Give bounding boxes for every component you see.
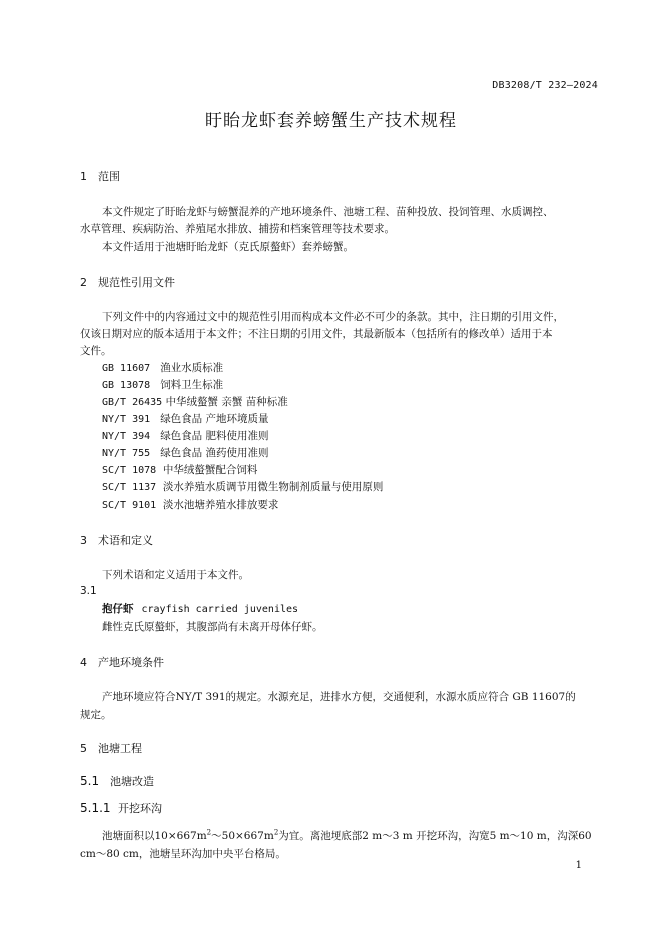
paragraph-line: 下列文件中的内容通过文中的规范性引用而构成本文件必不可少的条款。其中，注日期的引用文件， xyxy=(102,311,564,323)
section-title: 产地环境条件 xyxy=(98,656,164,669)
section-title: 规范性引用文件 xyxy=(98,276,175,289)
paragraph-line: cm～80 cm，池塘呈环沟加中央平台格局。 xyxy=(80,848,286,860)
subsection-title: 池塘改造 xyxy=(110,775,154,788)
paragraph-line: 本文件规定了盱眙龙虾与螃蟹混养的产地环境条件、池塘工程、苗种投放、投饲管理、水质调控、 xyxy=(102,206,554,218)
document-title: 盱眙龙虾套养螃蟹生产技术规程 xyxy=(205,111,457,131)
reference-item: SC/T 1078 中华绒螯蟹配合饲料 xyxy=(102,464,258,476)
page-number: 1 xyxy=(575,860,582,871)
paragraph-line: 下列术语和定义适用于本文件。 xyxy=(102,569,249,581)
paragraph-line: 本文件适用于池塘盱眙龙虾（克氏原螯虾）套养螃蟹。 xyxy=(102,241,354,253)
subsection-5-1-heading xyxy=(80,773,154,789)
section-title: 术语和定义 xyxy=(98,534,153,547)
section-number: 3 xyxy=(80,534,87,547)
reference-item: NY/T 394 绿色食品 肥料使用准则 xyxy=(102,430,269,442)
section-number: 2 xyxy=(80,276,87,289)
reference-item: NY/T 391 绿色食品 产地环境质量 xyxy=(102,413,269,425)
section-2-heading xyxy=(80,274,175,290)
paragraph-line: 池塘面积以$10\times 667m^2\sim 50\times 667m^2$为宜。离池埂底部2 m～3 m 开挖环沟，沟宽5 m～10 m，沟深60 xyxy=(102,828,592,842)
section-5-heading xyxy=(80,740,142,756)
section-number: 4 xyxy=(80,656,87,669)
section-number: 5 xyxy=(80,742,87,755)
section-1-heading xyxy=(80,168,120,184)
paragraph-line: 水草管理、疾病防治、养殖尾水排放、捕捞和档案管理等技术要求。 xyxy=(80,223,395,235)
subsection-title: 开挖环沟 xyxy=(118,802,162,815)
section-title: 池塘工程 xyxy=(98,742,142,755)
paragraph-line: 仅该日期对应的版本适用于本文件；不注日期的引用文件，其最新版本（包括所有的修改单）适用于本 xyxy=(80,328,553,340)
paragraph-line: 规定。 xyxy=(80,709,112,721)
section-4-heading xyxy=(80,654,164,670)
term-entry xyxy=(102,601,298,616)
paragraph-line: 产地环境应符合NY/T 391的规定。水源充足，进排水方便，交通便利，水源水质应符合 GB 11607的 xyxy=(102,691,576,703)
section-title: 范围 xyxy=(98,170,120,183)
section-number: 1 xyxy=(80,170,87,183)
reference-item: SC/T 1137 淡水养殖水质调节用微生物制剂质量与使用原则 xyxy=(102,481,384,493)
term-chinese: 抱仔虾 xyxy=(102,603,134,615)
subsection-number: 5.1 xyxy=(80,774,100,788)
term-english: crayfish carried juveniles xyxy=(141,604,299,615)
reference-item: NY/T 755 绿色食品 渔药使用准则 xyxy=(102,447,269,459)
term-definition: 雌性克氏原螯虾，其腹部尚有未离开母体仔虾。 xyxy=(102,621,323,633)
document-code: DB3208/T 232—2024 xyxy=(492,80,598,91)
reference-item: SC/T 9101 淡水池塘养殖水排放要求 xyxy=(102,499,279,511)
paragraph-line: 文件。 xyxy=(80,345,112,357)
reference-item: GB/T 26435 中华绒螯蟹 亲蟹 苗种标准 xyxy=(102,396,288,408)
section-3-heading xyxy=(80,532,153,548)
reference-item: GB 11607 渔业水质标准 xyxy=(102,362,224,374)
subsection-number: 5.1.1 xyxy=(80,801,111,815)
reference-item: GB 13078 饲料卫生标准 xyxy=(102,379,224,391)
subsection-5-1-1-heading xyxy=(80,800,162,816)
term-number: 3.1 xyxy=(80,585,97,597)
